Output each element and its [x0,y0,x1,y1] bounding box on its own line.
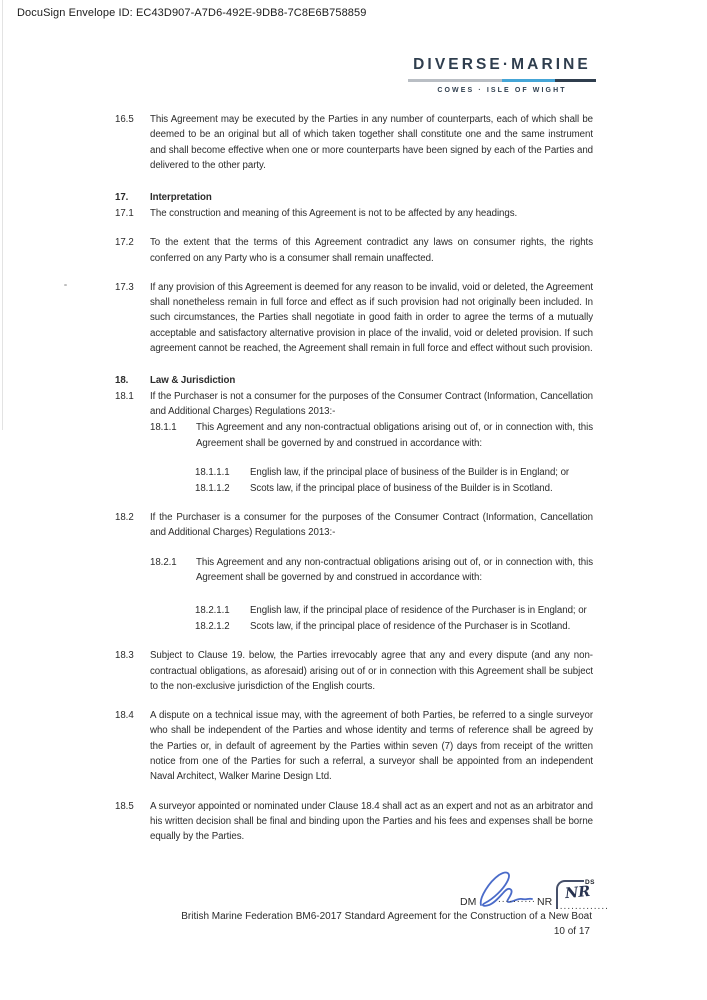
diverse-marine-logo [407,56,597,94]
purchaser-initials-label: NR [537,896,553,908]
clause-number: 18.3 [115,650,134,662]
clause-text: Interpretation [150,192,212,204]
clause-number: 17.2 [115,237,134,249]
clause-number: 18.2.1 [150,556,177,568]
clause-text: English law, if the principal place of business of the Builder is in England; or [250,466,570,478]
clause-number: 18.1.1.2 [195,482,230,494]
clause-text: A surveyor appointed or nominated under Clause 18.4 shall act as an expert and not as an arbitrator and his written decision shall be final and binding upon the Parties and his fees and expenses shall be borne equally by the Parties. [150,800,593,843]
docusign-envelope-id: DocuSign Envelope ID: EC43D907-A7D6-492E-9DB8-7C8E6B758859 [17,7,367,19]
clause-text: The construction and meaning of this Agreement is not to be affected by any headings. [150,207,518,219]
logo-tricolor-rule [408,79,596,82]
initials-dotted-line-left: .......... [498,894,536,905]
initials-dotted-line-right: .............. [556,901,609,912]
clause-number: 17. [115,192,129,204]
logo-tagline: COWES · ISLE OF WIGHT [437,86,567,94]
logo-rule-dark-segment [555,79,596,82]
clause-number: 17.1 [115,207,134,219]
docusign-ds-tab: DS [584,879,595,886]
clause-row [195,619,593,634]
clause-row [115,373,593,388]
clause-row [115,280,593,356]
handwritten-initials-flourish [474,870,536,912]
clause-number: 18.1 [115,391,134,403]
clause-row [115,799,593,845]
clause-number: 17.3 [115,281,134,293]
clause-row [150,420,593,451]
clause-number: 18.1.1.1 [195,466,230,478]
scan-edge-artifact [2,0,3,430]
scan-speck-artifact [64,284,67,286]
clause-number: 18.1.1 [150,422,177,434]
clause-number: 18.2 [115,511,134,523]
clause-row [150,555,593,586]
clause-text: If the Purchaser is not a consumer for the purposes of the Consumer Contract (Information, Cancellation and Additional Charges) Regulations 2013:- [150,391,593,418]
clause-row [195,481,593,496]
clause-text: Subject to Clause 19. below, the Parties irrevocably agree that any and every dispute (and any non-contractual obligations, as aforesaid) arising out of or in connection with this Agreement shall be subject to the non-exclusive jurisdiction of the English courts. [150,650,593,692]
clause-row [115,112,593,173]
logo-rule-blue-segment [502,79,555,82]
clauses [115,112,593,844]
logo-rule-gray-segment [408,79,502,82]
clause-number: 16.5 [115,114,134,125]
logo-wordmark: DIVERSE·MARINE [413,56,591,73]
clause-text: A dispute on a technical issue may, with the agreement of both Parties, be referred to a single surveyor who shall be independent of the Parties and whose identity and terms of reference shall be agreed by the Parties or, in default of agreement by the Parties within seven (7) days from receipt of the written notice from one of the Parties for such a referral, a surveyor shall be appointed from an independent Naval Architect, Walker Marine Design Ltd. [150,710,593,783]
clause-text: This Agreement may be executed by the Parties in any number of counterparts, each of which shall be deemed to be an original but all of which taken together shall constitute one and the same instrument and shall become effective when one or more counterparts have been signed by each of the Parties and delivered to the other party. [150,114,593,171]
clause-number: 18.4 [115,710,134,722]
clause-row [195,603,593,618]
clause-row [115,389,593,420]
clause-text: Scots law, if the principal place of residence of the Purchaser is in Scotland. [250,620,571,632]
clause-row [115,206,593,221]
clause-row [115,708,593,784]
builder-initials-label: DM [460,896,477,908]
clause-number: 18.2.1.1 [195,605,230,617]
footer-standard-agreement-text: British Marine Federation BM6-2017 Standard Agreement for the Construction of a New Boat [181,911,592,922]
clause-text: If any provision of this Agreement is deemed for any reason to be invalid, void or deleted, the Agreement shall nonetheless remain in full force and effect as if such provision had not originally been included. In such circumstances, the Parties shall negotiate in good faith in order to agree the terms of a mutually acceptable and satisfactory alternative provision in place of the invalid, void or deleted provision. If such agreement cannot be reached, the Agreement shall remain in full force and effect without such provision. [150,281,593,355]
clause-text: Scots law, if the principal place of business of the Builder is in Scotland. [250,482,553,494]
clause-number: 18.2.1.2 [195,620,230,632]
clause-text: English law, if the principal place of residence of the Purchaser is in England; or [250,605,587,617]
clause-text: This Agreement and any non-contractual obligations arising out of, or in connection with, this Agreement shall be governed by and construed in accordance with: [196,556,593,583]
clause-row [115,235,593,266]
clause-number: 18.5 [115,800,134,812]
stamp-handwritten-initials: NR [564,882,592,903]
clause-row [115,190,593,205]
clause-number: 18. [115,375,129,387]
clause-text: This Agreement and any non-contractual obligations arising out of, or in connection with, this Agreement shall be governed by and construed in accordance with: [196,422,593,449]
clause-text: If the Purchaser is a consumer for the purposes of the Consumer Contract (Information, Cancellation and Additional Charges) Regulations 2013:- [150,511,593,539]
clause-text: To the extent that the terms of this Agreement contradict any laws on consumer rights, the rights conferred on any Party who is a consumer shall remain unaffected. [150,237,593,264]
clause-row [115,510,593,541]
clause-text: Law & Jurisdiction [150,375,236,387]
footer-page-indicator: 10 of 17 [553,926,590,937]
clause-row [115,648,593,694]
clause-row [195,465,593,480]
